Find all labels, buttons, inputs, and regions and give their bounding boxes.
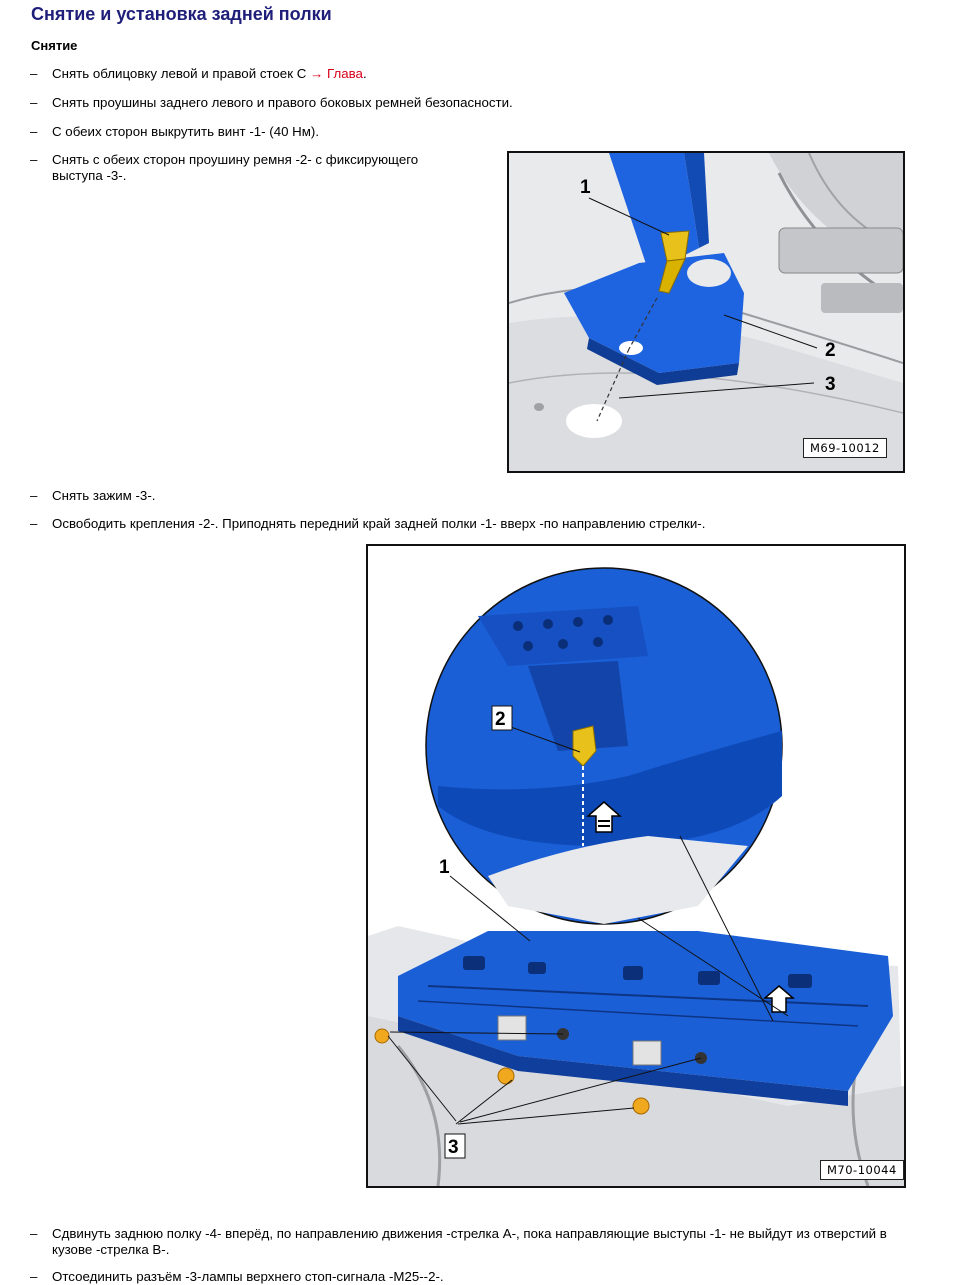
step-dash: – xyxy=(30,95,38,110)
step-dash: – xyxy=(30,488,38,503)
step-5 xyxy=(30,488,155,504)
figure-code: M70-10044 xyxy=(820,1160,904,1180)
step-3 xyxy=(30,124,319,140)
step-dash: – xyxy=(30,152,38,167)
chapter-link[interactable]: → Глава xyxy=(310,66,363,81)
step-2-text: Снять проушины заднего левого и правого боковых ремней безопасности. xyxy=(52,95,513,110)
step-5-text: Снять зажим -3-. xyxy=(52,488,156,503)
step-dash: – xyxy=(30,1269,38,1284)
figure-seatbelt-anchor xyxy=(507,151,905,473)
step-1-text: Снять облицовку левой и правой стоек С xyxy=(52,66,311,81)
callout-2: 2 xyxy=(495,709,506,730)
step-6 xyxy=(30,516,705,532)
step-8-text: Отсоединить разъём -3-лампы верхнего стоп-сигнала -M25--2-. xyxy=(52,1269,444,1284)
callout-1: 1 xyxy=(580,177,591,198)
figure-rear-shelf xyxy=(366,544,906,1188)
callout-3: 3 xyxy=(825,374,836,395)
callout-2: 2 xyxy=(825,340,836,361)
step-1-end: . xyxy=(362,66,367,81)
step-2 xyxy=(30,95,513,111)
callout-1: 1 xyxy=(439,857,450,878)
step-1 xyxy=(30,66,367,82)
step-8 xyxy=(30,1269,444,1285)
page-title: Снятие и установка задней полки xyxy=(31,4,332,24)
step-dash: – xyxy=(30,516,38,531)
step-6-text: Освободить крепления -2-. Приподнять передний край задней полки -1- вверх -по направлению стрелки-. xyxy=(52,516,706,531)
step-4-text: Снять с обеих сторон проушину ремня -2- с фиксирующего выступа -3-. xyxy=(52,152,419,183)
figure-code: M69-10012 xyxy=(803,438,887,458)
callout-3: 3 xyxy=(448,1137,459,1158)
step-3-text: С обеих сторон выкрутить винт -1- (40 Нм). xyxy=(52,124,320,139)
step-dash: – xyxy=(30,124,38,139)
step-7-text: Сдвинуть заднюю полку -4- вперёд, по направлению движения -стрелка А-, пока направляющие выступы -1- не выйдут из отверстий в кузове -стрелка В-. xyxy=(52,1226,887,1257)
step-dash: – xyxy=(30,1226,38,1241)
section-heading: Снятие xyxy=(31,38,78,53)
step-4 xyxy=(30,152,470,184)
step-dash: – xyxy=(30,66,38,81)
step-7 xyxy=(30,1226,910,1258)
